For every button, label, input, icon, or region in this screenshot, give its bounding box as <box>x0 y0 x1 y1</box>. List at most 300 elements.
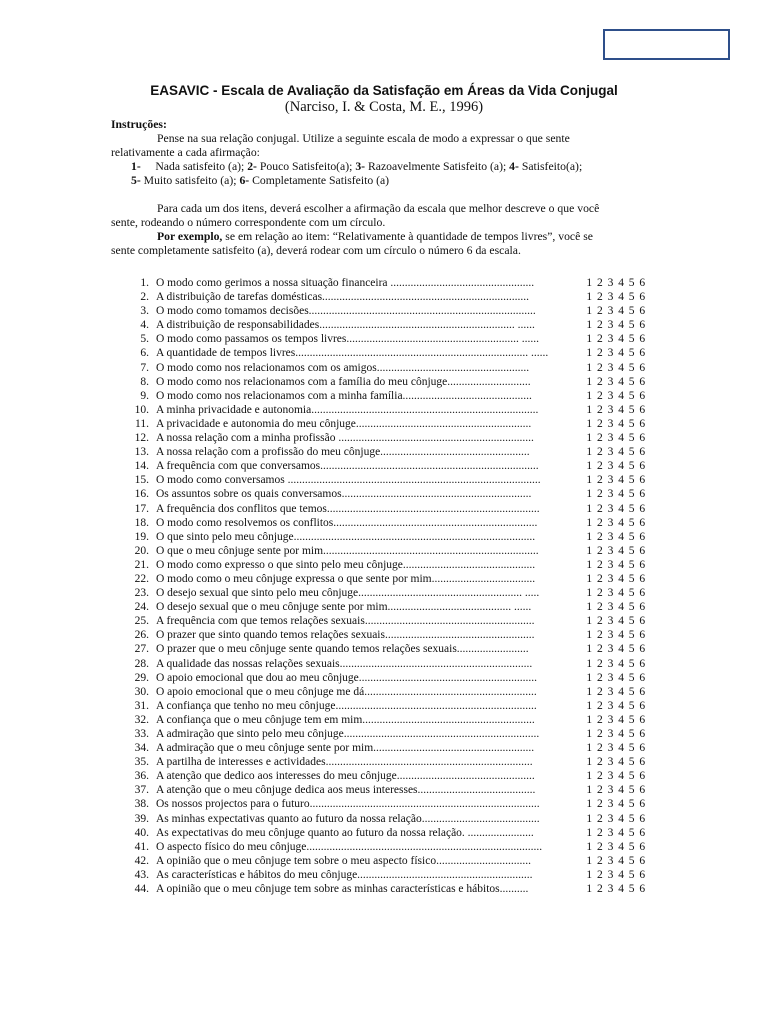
rating-option[interactable]: 2 <box>597 812 603 825</box>
rating-option[interactable]: 5 <box>628 643 635 656</box>
rating-option[interactable]: 1 <box>586 544 593 557</box>
question-number: 33. <box>134 728 149 740</box>
rating-option[interactable]: 5 <box>628 854 635 867</box>
rating-option[interactable]: 3 <box>607 699 614 712</box>
rating-option[interactable]: 2 <box>597 756 603 769</box>
rating-option[interactable]: 4 <box>618 840 624 853</box>
rating-option[interactable]: 6 <box>639 389 646 402</box>
rating-option[interactable]: 2 <box>597 643 603 656</box>
rating-option[interactable]: 6 <box>639 826 646 839</box>
id-box[interactable] <box>603 29 730 60</box>
rating-option[interactable]: 4 <box>618 544 624 557</box>
rating-option[interactable]: 3 <box>607 657 614 670</box>
rating-option[interactable]: 1 <box>586 657 593 670</box>
rating-option[interactable]: 5 <box>628 319 635 332</box>
rating-option[interactable]: 1 <box>586 699 593 712</box>
question-item <box>111 812 671 826</box>
rating-option[interactable]: 3 <box>607 319 614 332</box>
rating-option[interactable]: 5 <box>628 812 635 825</box>
rating-option[interactable]: 5 <box>628 615 635 628</box>
rating-option[interactable]: 4 <box>618 812 624 825</box>
rating-option[interactable]: 2 <box>597 699 603 712</box>
rating-option[interactable]: 1 <box>586 333 593 346</box>
rating-option[interactable]: 6 <box>639 502 646 515</box>
rating-option[interactable]: 3 <box>607 728 614 740</box>
rating-option[interactable]: 5 <box>628 728 635 740</box>
rating-option[interactable]: 4 <box>618 587 624 600</box>
rating-option[interactable]: 5 <box>628 629 635 642</box>
rating-option[interactable]: 4 <box>618 502 624 515</box>
rating-option[interactable]: 6 <box>639 883 646 896</box>
rating-option[interactable]: 4 <box>618 446 624 459</box>
rating-option[interactable]: 1 <box>586 488 593 501</box>
rating-option[interactable]: 5 <box>628 826 635 839</box>
question-number: 11. <box>135 417 149 430</box>
question-number: 12. <box>134 432 149 445</box>
guidance-p2-line1: Por exemplo, se em relação ao item: “Relativamente à quantidade de tempos livres”, você se <box>157 230 593 243</box>
rating-option[interactable]: 1 <box>586 558 593 571</box>
rating-option[interactable]: 6 <box>639 798 646 811</box>
rating-option[interactable]: 4 <box>618 657 624 670</box>
rating-option[interactable]: 4 <box>618 460 624 473</box>
rating-option[interactable]: 2 <box>597 389 603 402</box>
rating-option[interactable]: 1 <box>586 361 593 374</box>
rating-option[interactable]: 3 <box>607 854 614 867</box>
question-number: 21. <box>134 558 149 571</box>
rating-option[interactable]: 6 <box>639 601 646 614</box>
rating-option[interactable]: 4 <box>618 883 624 896</box>
rating-option[interactable]: 2 <box>597 460 603 473</box>
rating-option[interactable]: 2 <box>597 601 603 614</box>
rating-option[interactable]: 1 <box>586 347 593 360</box>
rating-option[interactable]: 6 <box>639 784 646 797</box>
rating-option[interactable]: 6 <box>639 742 646 755</box>
rating-option[interactable]: 3 <box>607 446 614 459</box>
rating-option[interactable]: 3 <box>607 432 614 445</box>
question-number: 27. <box>134 643 149 656</box>
rating-option[interactable]: 6 <box>639 756 646 769</box>
rating-option[interactable]: 1 <box>586 277 593 289</box>
rating-option[interactable]: 1 <box>586 446 593 459</box>
rating-option[interactable]: 4 <box>618 826 624 839</box>
rating-option[interactable]: 5 <box>628 840 635 853</box>
rating-option[interactable]: 2 <box>597 417 603 430</box>
rating-option[interactable]: 5 <box>628 474 635 487</box>
rating-option[interactable]: 1 <box>586 305 593 318</box>
rating-option[interactable]: 2 <box>597 403 603 416</box>
question-number: 39. <box>134 812 149 825</box>
rating-option[interactable]: 5 <box>628 756 635 769</box>
rating-option[interactable]: 6 <box>639 572 646 585</box>
rating-option[interactable]: 5 <box>628 375 635 388</box>
rating-option[interactable]: 6 <box>639 713 646 726</box>
question-item <box>111 389 671 403</box>
rating-option[interactable]: 5 <box>628 403 635 416</box>
rating-option[interactable]: 4 <box>618 305 624 318</box>
rating-option[interactable]: 2 <box>597 742 603 755</box>
rating-option[interactable]: 4 <box>618 432 624 445</box>
rating-option[interactable]: 3 <box>607 629 614 642</box>
rating-option[interactable]: 6 <box>639 615 646 628</box>
rating-scale <box>584 628 648 642</box>
rating-option[interactable]: 1 <box>586 784 593 797</box>
rating-option[interactable]: 6 <box>639 305 646 318</box>
rating-option[interactable]: 6 <box>639 333 646 346</box>
instructions-intro-line2: relativamente a cada afirmação: <box>111 146 260 159</box>
rating-option[interactable]: 5 <box>628 460 635 473</box>
rating-option[interactable]: 4 <box>618 516 624 529</box>
rating-option[interactable]: 5 <box>628 601 635 614</box>
rating-option[interactable]: 6 <box>639 558 646 571</box>
rating-option[interactable]: 5 <box>628 784 635 797</box>
rating-option[interactable]: 3 <box>607 784 614 797</box>
question-text: A opinião que o meu cônjuge tem sobre as minhas características e hábitos.......... <box>156 883 529 896</box>
rating-option[interactable]: 5 <box>628 389 635 402</box>
rating-option[interactable]: 5 <box>628 770 635 783</box>
question-text: As características e hábitos do meu cônjuge............................................................. <box>156 868 533 881</box>
rating-option[interactable]: 4 <box>618 629 624 642</box>
rating-option[interactable]: 1 <box>586 516 593 529</box>
rating-scale <box>584 530 648 544</box>
rating-option[interactable]: 6 <box>639 587 646 600</box>
rating-option[interactable]: 2 <box>597 587 603 600</box>
rating-option[interactable]: 1 <box>586 601 593 614</box>
question-text: O prazer que o meu cônjuge sente quando temos relações sexuais......................... <box>156 643 529 656</box>
question-text: O desejo sexual que o meu cônjuge sente por mim........................................... ...... <box>156 601 532 614</box>
rating-option[interactable]: 5 <box>628 417 635 430</box>
rating-option[interactable]: 3 <box>607 291 614 304</box>
rating-option[interactable]: 2 <box>597 277 603 289</box>
rating-option[interactable]: 1 <box>586 502 593 515</box>
rating-scale <box>584 516 648 530</box>
rating-option[interactable]: 1 <box>586 840 593 853</box>
rating-option[interactable]: 5 <box>628 347 635 360</box>
rating-option[interactable]: 5 <box>628 572 635 585</box>
rating-option[interactable]: 3 <box>607 558 614 571</box>
rating-option[interactable]: 6 <box>639 347 646 360</box>
rating-option[interactable]: 3 <box>607 403 614 416</box>
question-item <box>111 826 671 840</box>
rating-option[interactable]: 3 <box>607 713 614 726</box>
rating-option[interactable]: 6 <box>639 728 646 740</box>
rating-option[interactable]: 1 <box>586 417 593 430</box>
rating-option[interactable]: 6 <box>639 291 646 304</box>
rating-option[interactable]: 5 <box>628 657 635 670</box>
rating-option[interactable]: 1 <box>586 728 593 740</box>
rating-scale <box>584 868 648 882</box>
rating-option[interactable]: 2 <box>597 572 603 585</box>
rating-option[interactable]: 2 <box>597 319 603 332</box>
rating-option[interactable]: 2 <box>597 375 603 388</box>
rating-option[interactable]: 4 <box>618 347 624 360</box>
rating-option[interactable]: 2 <box>597 291 603 304</box>
rating-option[interactable]: 1 <box>586 883 593 896</box>
rating-option[interactable]: 5 <box>628 488 635 501</box>
rating-option[interactable]: 3 <box>607 460 614 473</box>
rating-option[interactable]: 5 <box>628 333 635 346</box>
rating-option[interactable]: 2 <box>597 629 603 642</box>
rating-option[interactable]: 4 <box>618 671 624 684</box>
rating-option[interactable]: 2 <box>597 854 603 867</box>
rating-option[interactable]: 6 <box>639 544 646 557</box>
rating-option[interactable]: 2 <box>597 685 603 698</box>
rating-option[interactable]: 3 <box>607 277 614 289</box>
question-number: 20. <box>134 544 149 557</box>
rating-option[interactable]: 6 <box>639 361 646 374</box>
rating-option[interactable]: 6 <box>639 417 646 430</box>
rating-option[interactable]: 1 <box>586 403 593 416</box>
rating-option[interactable]: 6 <box>639 403 646 416</box>
rating-option[interactable]: 4 <box>618 601 624 614</box>
rating-option[interactable]: 6 <box>639 319 646 332</box>
rating-option[interactable]: 5 <box>628 502 635 515</box>
rating-option[interactable]: 6 <box>639 446 646 459</box>
rating-option[interactable]: 2 <box>597 544 603 557</box>
rating-option[interactable]: 6 <box>639 685 646 698</box>
rating-option[interactable]: 6 <box>639 629 646 642</box>
rating-option[interactable]: 1 <box>586 587 593 600</box>
rating-option[interactable]: 4 <box>618 756 624 769</box>
rating-option[interactable]: 5 <box>628 671 635 684</box>
rating-option[interactable]: 4 <box>618 685 624 698</box>
question-item <box>111 868 671 882</box>
rating-option[interactable]: 2 <box>597 615 603 628</box>
rating-option[interactable]: 2 <box>597 840 603 853</box>
rating-option[interactable]: 6 <box>639 460 646 473</box>
rating-option[interactable]: 3 <box>607 643 614 656</box>
rating-option[interactable]: 6 <box>639 840 646 853</box>
rating-option[interactable]: 1 <box>586 868 593 881</box>
rating-option[interactable]: 3 <box>607 347 614 360</box>
rating-option[interactable]: 6 <box>639 671 646 684</box>
question-item <box>111 741 671 755</box>
rating-option[interactable]: 4 <box>618 333 624 346</box>
guidance-p1-line2: sente, rodeando o número correspondente com um círculo. <box>111 216 386 229</box>
rating-option[interactable]: 5 <box>628 685 635 698</box>
rating-option[interactable]: 5 <box>628 277 635 289</box>
rating-option[interactable]: 3 <box>607 530 614 543</box>
rating-option[interactable]: 1 <box>586 375 593 388</box>
rating-option[interactable]: 6 <box>639 868 646 881</box>
rating-option[interactable]: 5 <box>628 798 635 811</box>
rating-option[interactable]: 1 <box>586 530 593 543</box>
rating-option[interactable]: 3 <box>607 361 614 374</box>
rating-option[interactable]: 4 <box>618 403 624 416</box>
rating-option[interactable]: 6 <box>639 474 646 487</box>
rating-option[interactable]: 4 <box>618 417 624 430</box>
rating-option[interactable]: 2 <box>597 516 603 529</box>
rating-option[interactable]: 4 <box>618 699 624 712</box>
rating-scale <box>584 361 648 375</box>
rating-option[interactable]: 2 <box>597 826 603 839</box>
rating-option[interactable]: 5 <box>628 305 635 318</box>
rating-option[interactable]: 6 <box>639 699 646 712</box>
rating-scale <box>584 769 648 783</box>
rating-option[interactable]: 5 <box>628 446 635 459</box>
rating-option[interactable]: 1 <box>586 854 593 867</box>
rating-scale <box>584 642 648 656</box>
rating-option[interactable]: 4 <box>618 389 624 402</box>
rating-option[interactable]: 2 <box>597 488 603 501</box>
rating-option[interactable]: 1 <box>586 826 593 839</box>
rating-option[interactable]: 1 <box>586 389 593 402</box>
rating-option[interactable]: 2 <box>597 868 603 881</box>
rating-option[interactable]: 3 <box>607 305 614 318</box>
rating-option[interactable]: 4 <box>618 361 624 374</box>
rating-option[interactable]: 2 <box>597 728 603 740</box>
rating-option[interactable]: 3 <box>607 671 614 684</box>
rating-option[interactable]: 5 <box>628 883 635 896</box>
question-text: O modo como nos relacionamos com a minha família............................................. <box>156 389 532 402</box>
rating-option[interactable]: 6 <box>639 432 646 445</box>
rating-option[interactable]: 4 <box>618 277 624 289</box>
rating-option[interactable]: 5 <box>628 699 635 712</box>
rating-option[interactable]: 3 <box>607 544 614 557</box>
rating-option[interactable]: 2 <box>597 474 603 487</box>
rating-option[interactable]: 3 <box>607 488 614 501</box>
rating-option[interactable]: 2 <box>597 883 603 896</box>
rating-option[interactable]: 1 <box>586 812 593 825</box>
question-number: 31. <box>134 699 149 712</box>
rating-option[interactable]: 2 <box>597 446 603 459</box>
rating-option[interactable]: 4 <box>618 643 624 656</box>
rating-option[interactable]: 2 <box>597 798 603 811</box>
rating-option[interactable]: 1 <box>586 685 593 698</box>
rating-option[interactable]: 6 <box>639 530 646 543</box>
rating-option[interactable]: 6 <box>639 770 646 783</box>
rating-option[interactable]: 5 <box>628 742 635 755</box>
rating-option[interactable]: 3 <box>607 826 614 839</box>
rating-option[interactable]: 3 <box>607 615 614 628</box>
question-text: A opinião que o meu cônjuge tem sobre o meu aspecto físico................................. <box>156 854 531 867</box>
rating-option[interactable]: 5 <box>628 558 635 571</box>
rating-option[interactable]: 5 <box>628 291 635 304</box>
rating-option[interactable]: 6 <box>639 375 646 388</box>
rating-option[interactable]: 4 <box>618 742 624 755</box>
rating-option[interactable]: 2 <box>597 784 603 797</box>
rating-option[interactable]: 4 <box>618 530 624 543</box>
rating-scale <box>584 304 648 318</box>
rating-option[interactable]: 2 <box>597 770 603 783</box>
rating-option[interactable]: 4 <box>618 572 624 585</box>
rating-option[interactable]: 1 <box>586 460 593 473</box>
rating-option[interactable]: 2 <box>597 713 603 726</box>
rating-option[interactable]: 3 <box>607 883 614 896</box>
rating-option[interactable]: 3 <box>607 572 614 585</box>
rating-option[interactable]: 3 <box>607 375 614 388</box>
rating-option[interactable]: 3 <box>607 333 614 346</box>
rating-option[interactable]: 3 <box>607 601 614 614</box>
rating-option[interactable]: 4 <box>618 770 624 783</box>
rating-option[interactable]: 3 <box>607 587 614 600</box>
rating-option[interactable]: 4 <box>618 291 624 304</box>
rating-option[interactable]: 3 <box>607 812 614 825</box>
rating-option[interactable]: 4 <box>618 319 624 332</box>
rating-option[interactable]: 2 <box>597 530 603 543</box>
rating-option[interactable]: 2 <box>597 361 603 374</box>
rating-option[interactable]: 2 <box>597 347 603 360</box>
rating-option[interactable]: 1 <box>586 798 593 811</box>
question-item <box>111 403 671 417</box>
rating-option[interactable]: 2 <box>597 502 603 515</box>
rating-option[interactable]: 6 <box>639 488 646 501</box>
rating-option[interactable]: 3 <box>607 868 614 881</box>
rating-option[interactable]: 3 <box>607 474 614 487</box>
rating-option[interactable]: 5 <box>628 432 635 445</box>
rating-option[interactable]: 4 <box>618 854 624 867</box>
rating-option[interactable]: 4 <box>618 558 624 571</box>
rating-scale <box>584 826 648 840</box>
rating-option[interactable]: 2 <box>597 671 603 684</box>
rating-option[interactable]: 6 <box>639 657 646 670</box>
rating-option[interactable]: 1 <box>586 629 593 642</box>
rating-option[interactable]: 3 <box>607 502 614 515</box>
rating-option[interactable]: 1 <box>586 474 593 487</box>
rating-option[interactable]: 4 <box>618 488 624 501</box>
rating-option[interactable]: 3 <box>607 840 614 853</box>
rating-option[interactable]: 6 <box>639 516 646 529</box>
rating-option[interactable]: 1 <box>586 291 593 304</box>
rating-option[interactable]: 6 <box>639 854 646 867</box>
rating-option[interactable]: 1 <box>586 742 593 755</box>
rating-option[interactable]: 1 <box>586 319 593 332</box>
rating-option[interactable]: 3 <box>607 417 614 430</box>
rating-option[interactable]: 2 <box>597 558 603 571</box>
rating-option[interactable]: 2 <box>597 305 603 318</box>
rating-option[interactable]: 4 <box>618 615 624 628</box>
rating-option[interactable]: 5 <box>628 587 635 600</box>
rating-option[interactable]: 3 <box>607 685 614 698</box>
rating-option[interactable]: 3 <box>607 742 614 755</box>
rating-option[interactable]: 6 <box>639 277 646 289</box>
rating-option[interactable]: 4 <box>618 798 624 811</box>
rating-option[interactable]: 4 <box>618 375 624 388</box>
rating-option[interactable]: 1 <box>586 643 593 656</box>
rating-option[interactable]: 5 <box>628 516 635 529</box>
rating-option[interactable]: 1 <box>586 756 593 769</box>
rating-option[interactable]: 6 <box>639 643 646 656</box>
rating-option[interactable]: 1 <box>586 615 593 628</box>
rating-option[interactable]: 3 <box>607 389 614 402</box>
rating-option[interactable]: 1 <box>586 572 593 585</box>
rating-option[interactable]: 2 <box>597 333 603 346</box>
rating-option[interactable]: 4 <box>618 868 624 881</box>
rating-option[interactable]: 1 <box>586 770 593 783</box>
rating-option[interactable]: 5 <box>628 361 635 374</box>
rating-option[interactable]: 5 <box>628 713 635 726</box>
rating-option[interactable]: 5 <box>628 868 635 881</box>
rating-option[interactable]: 3 <box>607 756 614 769</box>
rating-option[interactable]: 2 <box>597 657 603 670</box>
rating-option[interactable]: 6 <box>639 812 646 825</box>
rating-option[interactable]: 4 <box>618 784 624 797</box>
rating-option[interactable]: 1 <box>586 432 593 445</box>
rating-option[interactable]: 4 <box>618 713 624 726</box>
rating-option[interactable]: 3 <box>607 770 614 783</box>
rating-option[interactable]: 1 <box>586 671 593 684</box>
document-title: EASAVIC - Escala de Avaliação da Satisfação em Áreas da Vida Conjugal <box>150 83 618 98</box>
question-item <box>111 840 671 854</box>
rating-option[interactable]: 2 <box>597 432 603 445</box>
rating-option[interactable]: 5 <box>628 544 635 557</box>
rating-option[interactable]: 3 <box>607 516 614 529</box>
rating-scale <box>584 882 648 896</box>
rating-option[interactable]: 4 <box>618 728 624 740</box>
rating-option[interactable]: 1 <box>586 713 593 726</box>
rating-option[interactable]: 3 <box>607 798 614 811</box>
rating-option[interactable]: 4 <box>618 474 624 487</box>
rating-option[interactable]: 5 <box>628 530 635 543</box>
